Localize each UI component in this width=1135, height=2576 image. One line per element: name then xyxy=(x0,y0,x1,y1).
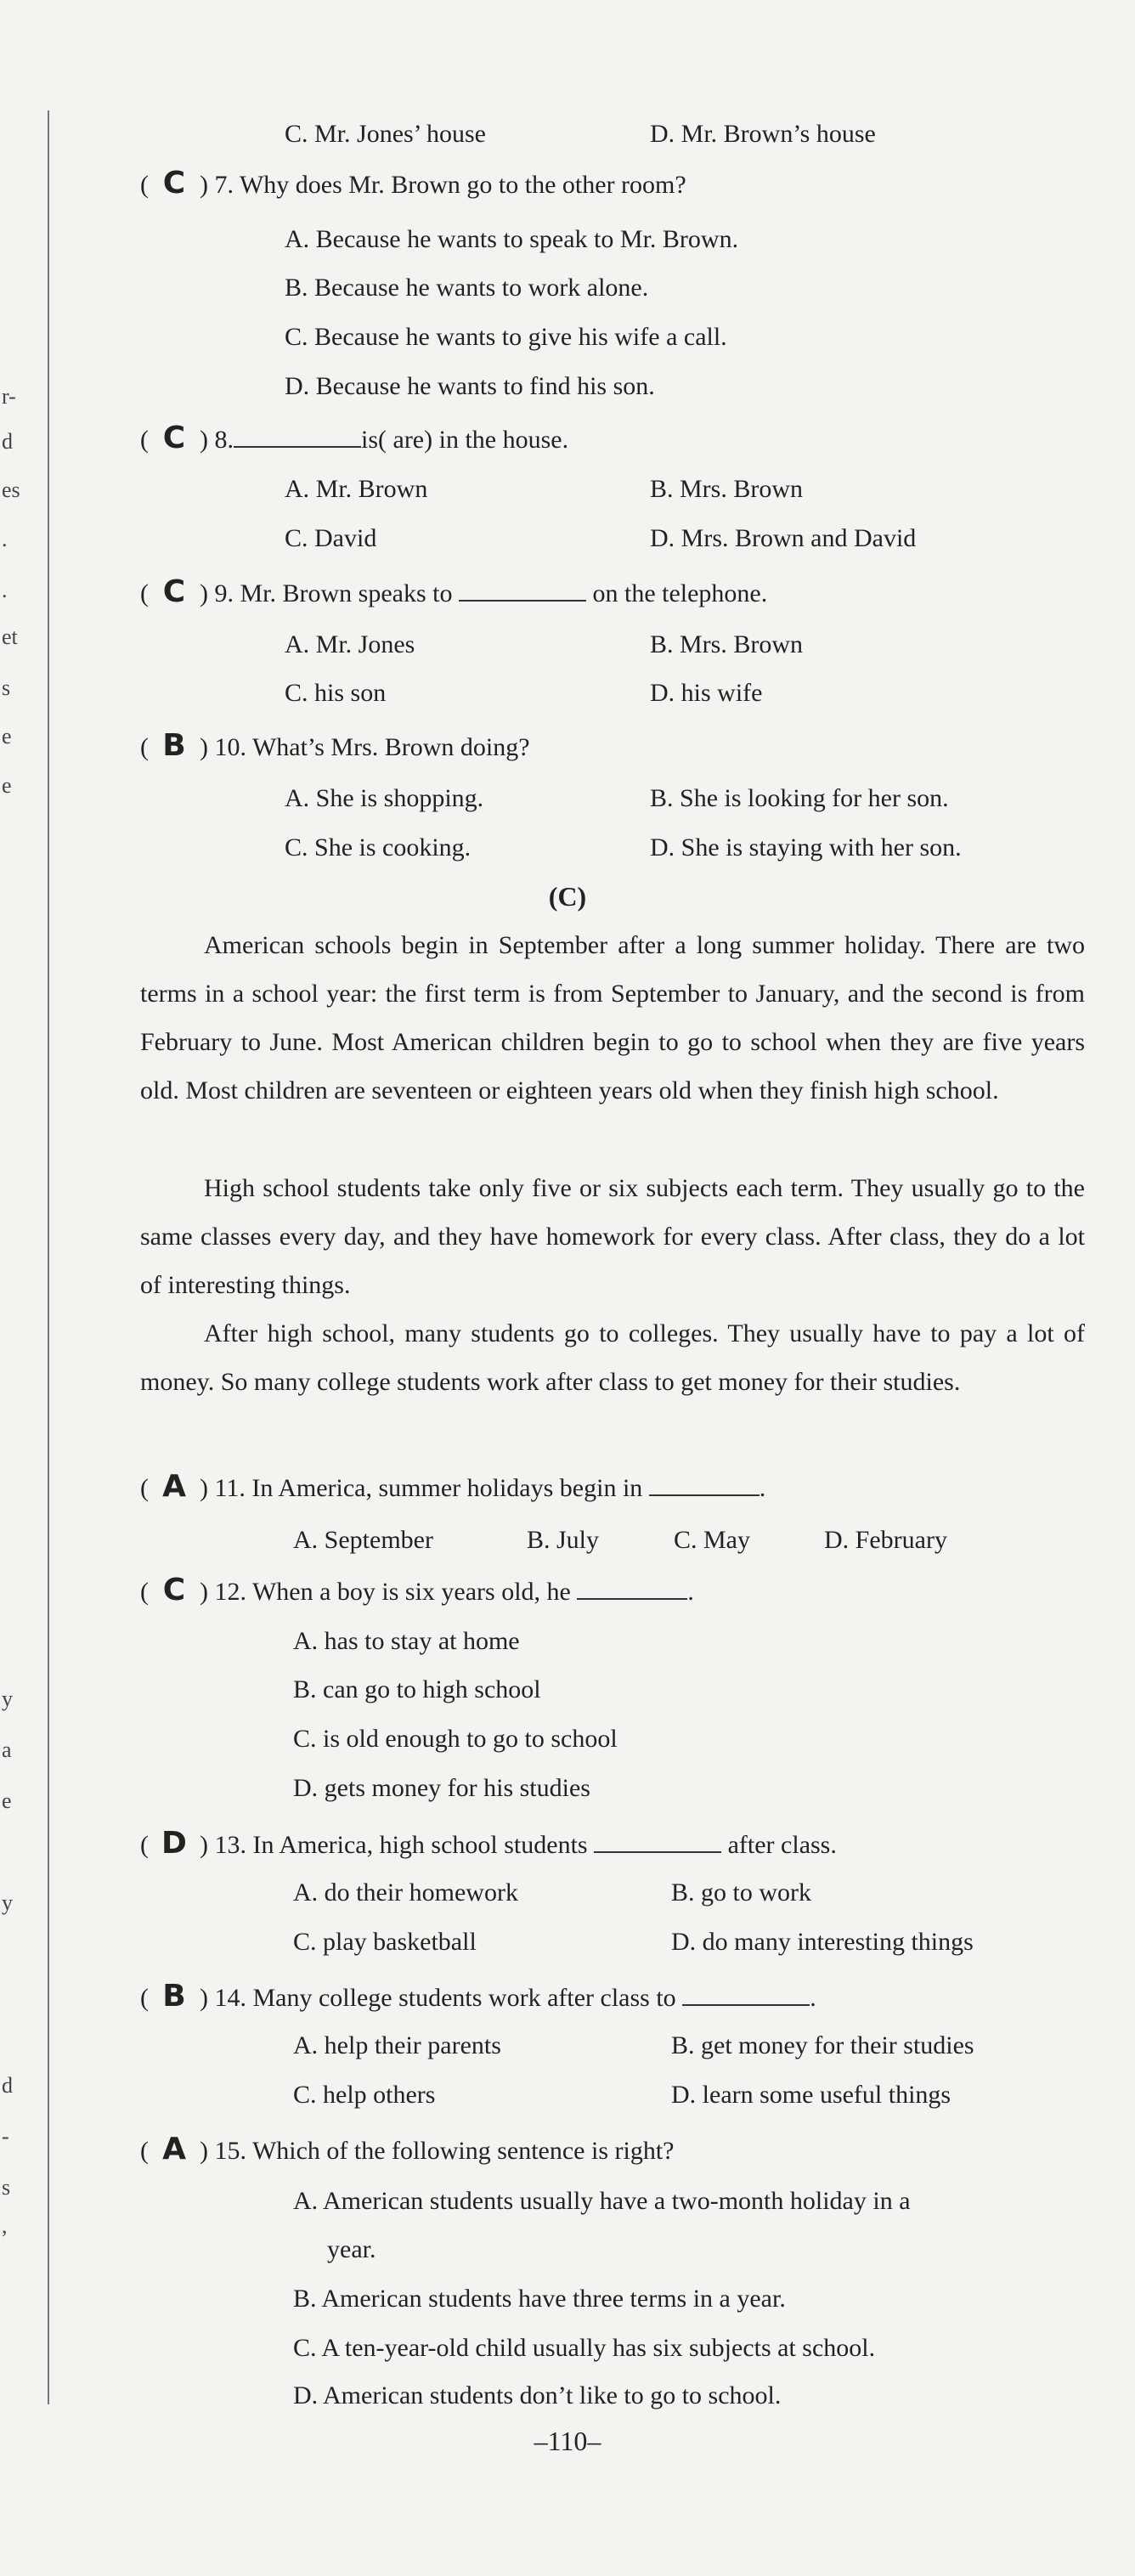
page-number: –110– xyxy=(534,2426,601,2456)
answer-14: B xyxy=(162,1979,186,2014)
option-c: C. Mr. Jones’ house xyxy=(285,120,486,148)
passage-paragraph-3: After high school, many students go to colleges. They usually have to pay a lot of money. So many college students work after class to get money for their studies. xyxy=(140,1319,1085,1396)
q11-option-a: A. September xyxy=(293,1526,433,1554)
q8-option-a: A. Mr. Brown xyxy=(285,475,428,503)
q13-option-d: D. do many interesting things xyxy=(671,1928,974,1956)
q15-option-a-cont: year. xyxy=(327,2235,376,2263)
margin-fragment: d xyxy=(2,429,13,454)
margin-fragment: s xyxy=(2,2175,11,2200)
blank xyxy=(649,1472,759,1496)
margin-fragment: y xyxy=(2,1890,13,1915)
question-9-stem-end: on the telephone. xyxy=(592,579,768,607)
q14-option-b: B. get money for their studies xyxy=(671,2031,974,2059)
question-13-stem: ) 13. In America, high school students xyxy=(200,1831,588,1859)
margin-fragment: et xyxy=(2,624,18,649)
q14-option-c: C. help others xyxy=(293,2081,436,2109)
section-heading: (C) xyxy=(548,881,587,912)
q7-option-c: C. Because he wants to give his wife a call. xyxy=(285,323,727,351)
q12-option-a: A. has to stay at home xyxy=(293,1627,520,1655)
question-7: ( C ) 7. Why does Mr. Brown go to the other room? xyxy=(140,166,686,201)
question-9: ( C ) 9. Mr. Brown speaks to on the telephone. xyxy=(140,574,768,609)
margin-fragment: d xyxy=(2,2073,13,2098)
margin-fragment: . xyxy=(2,527,8,551)
blank xyxy=(594,1829,721,1853)
q9-option-d: D. his wife xyxy=(650,679,763,707)
passage-paragraph-2: High school students take only five or six subjects each term. They usually go to the same classes every day, and they have homework for every class. After class, they do a lot of interesting things. xyxy=(140,1174,1085,1299)
question-12-stem-end: . xyxy=(687,1578,694,1606)
blank xyxy=(682,1982,810,2006)
answer-15: A xyxy=(162,2132,186,2166)
margin-fragment: e xyxy=(2,724,12,749)
question-14-stem-end: . xyxy=(810,1984,816,2012)
q7-option-a: A. Because he wants to speak to Mr. Brown. xyxy=(285,225,739,253)
answer-10: B xyxy=(162,728,186,763)
question-12: ( C ) 12. When a boy is six years old, he . xyxy=(140,1573,694,1607)
q11-option-b: B. July xyxy=(527,1526,600,1554)
margin-fragment: r- xyxy=(2,384,16,409)
question-8: ( C ) 8. is( are) in the house. xyxy=(140,421,569,455)
q9-option-b: B. Mrs. Brown xyxy=(650,630,804,658)
q10-option-c: C. She is cooking. xyxy=(285,833,472,861)
passage-paragraph-1: American schools begin in September after a long summer holiday. There are two terms in a school year: the first term is from September to January, and the second is from February to June. Most American children begin to go to school when they are five years old. Most children are seventeen or eighteen years old when they finish high school. xyxy=(140,931,1085,1104)
q7-option-d: D. Because he wants to find his son. xyxy=(285,372,655,400)
question-15: ( A ) 15. Which of the following sentence is right? xyxy=(140,2132,675,2166)
q14-option-d: D. learn some useful things xyxy=(671,2081,951,2109)
left-margin-rule xyxy=(48,110,49,2404)
q11-option-c: C. May xyxy=(674,1526,750,1554)
q12-option-b: B. can go to high school xyxy=(293,1675,541,1703)
q15-option-a: A. American students usually have a two-month holiday in a xyxy=(293,2187,911,2215)
question-13-stem-end: after class. xyxy=(727,1831,837,1859)
question-15-stem: ) 15. Which of the following sentence is right? xyxy=(200,2137,675,2165)
margin-fragment: es xyxy=(2,477,20,502)
question-8-stem: ) 8. xyxy=(200,426,234,454)
margin-fragment: y xyxy=(2,1686,13,1711)
question-11-stem-end: . xyxy=(759,1474,766,1502)
blank xyxy=(577,1576,687,1600)
q10-option-b: B. She is looking for her son. xyxy=(650,784,949,812)
answer-11: A xyxy=(162,1469,186,1504)
answer-8: C xyxy=(162,421,186,455)
question-11: ( A ) 11. In America, summer holidays begin in . xyxy=(140,1469,766,1504)
margin-fragment: . xyxy=(2,578,8,602)
question-11-stem: ) 11. In America, summer holidays begin in xyxy=(200,1474,643,1502)
blank xyxy=(234,424,361,448)
question-10: ( B ) 10. What’s Mrs. Brown doing? xyxy=(140,728,530,763)
margin-fragment: a xyxy=(2,1737,12,1762)
margin-fragment: e xyxy=(2,773,12,798)
answer-13: D xyxy=(161,1826,187,1861)
margin-fragment: - xyxy=(2,2124,9,2149)
q8-option-b: B. Mrs. Brown xyxy=(650,475,804,503)
q13-option-a: A. do their homework xyxy=(293,1878,518,1907)
q13-option-c: C. play basketball xyxy=(293,1928,477,1956)
q11-option-d: D. February xyxy=(824,1526,947,1554)
margin-fragment: e xyxy=(2,1788,12,1813)
question-14: ( B ) 14. Many college students work after class to . xyxy=(140,1979,816,2014)
left-margin-fragments xyxy=(0,0,34,2576)
answer-9: C xyxy=(162,574,186,609)
q15-option-b: B. American students have three terms in a year. xyxy=(293,2285,786,2313)
q12-option-c: C. is old enough to go to school xyxy=(293,1725,618,1753)
q12-option-d: D. gets money for his studies xyxy=(293,1774,590,1802)
q10-option-a: A. She is shopping. xyxy=(285,784,484,812)
q15-option-d: D. American students don’t like to go to school. xyxy=(293,2381,782,2409)
question-10-stem: ) 10. What’s Mrs. Brown doing? xyxy=(200,733,530,761)
margin-fragment: s xyxy=(2,675,11,700)
question-14-stem: ) 14. Many college students work after class to xyxy=(200,1984,676,2012)
q8-option-c: C. David xyxy=(285,524,377,552)
question-12-stem: ) 12. When a boy is six years old, he xyxy=(200,1578,571,1606)
question-13: ( D ) 13. In America, high school students after class. xyxy=(140,1826,837,1861)
answer-7: C xyxy=(162,166,186,201)
question-9-stem: ) 9. Mr. Brown speaks to xyxy=(200,579,453,607)
question-8-stem-end: is( are) in the house. xyxy=(361,426,569,454)
q15-option-c: C. A ten-year-old child usually has six subjects at school. xyxy=(293,2334,876,2362)
q9-option-a: A. Mr. Jones xyxy=(285,630,415,658)
option-d: D. Mr. Brown’s house xyxy=(650,120,876,148)
q14-option-a: A. help their parents xyxy=(293,2031,501,2059)
q13-option-b: B. go to work xyxy=(671,1878,811,1907)
q10-option-d: D. She is staying with her son. xyxy=(650,833,962,861)
q8-option-d: D. Mrs. Brown and David xyxy=(650,524,917,552)
q9-option-c: C. his son xyxy=(285,679,387,707)
margin-fragment: , xyxy=(2,2213,8,2238)
blank xyxy=(459,578,586,602)
question-7-stem: ) 7. Why does Mr. Brown go to the other room? xyxy=(200,171,686,199)
q7-option-b: B. Because he wants to work alone. xyxy=(285,274,649,302)
answer-12: C xyxy=(162,1573,186,1607)
